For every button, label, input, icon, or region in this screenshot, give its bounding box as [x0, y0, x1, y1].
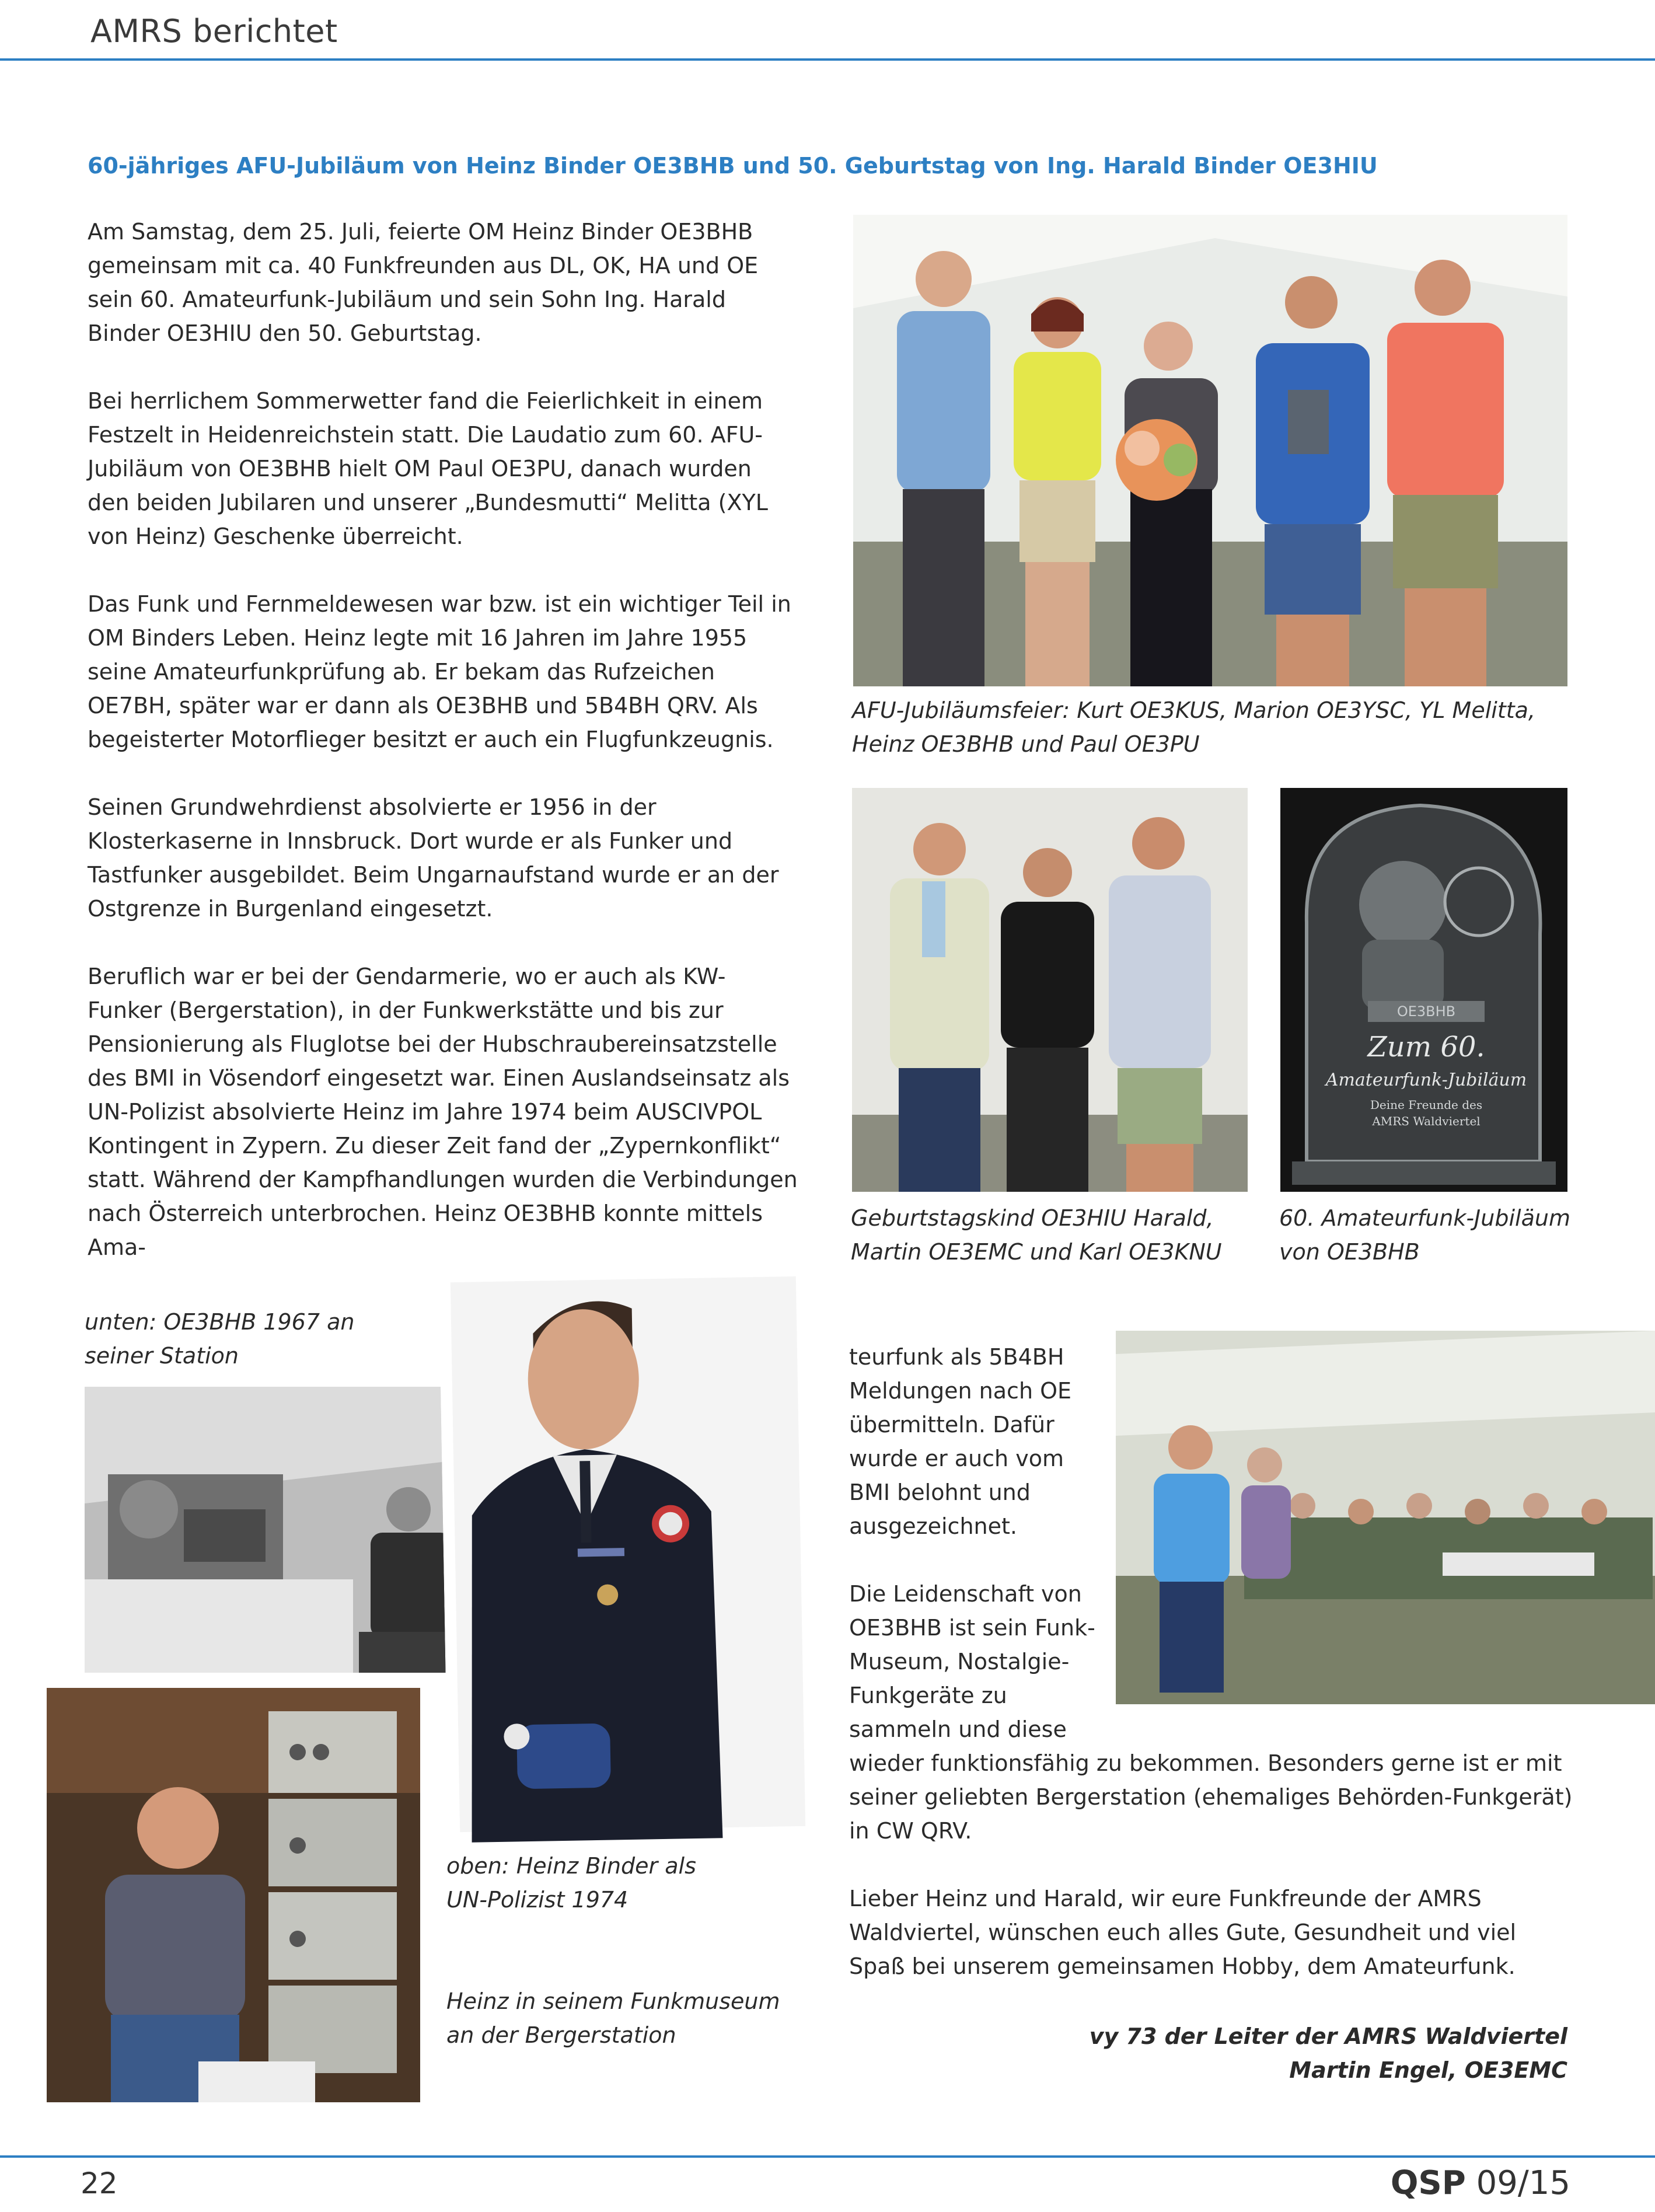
right-column-narrow-1: [849, 1340, 1106, 1746]
paragraph: Seinen Grundwehrdienst absolvierte er 1956 in der Klosterkaserne in Innsbruck. Dort wurde er als Funker und Tastfunker ausgebildet. Beim Ungarnaufstand wurde er an der Ostgrenze in Burgenland eingesetzt.: [88, 794, 779, 922]
birthday-photo: [852, 788, 1248, 1192]
section-header: AMRS berichtet: [90, 13, 338, 50]
un-police-photo: [438, 1265, 817, 1844]
trophy-plate-text: OE3BHB: [1396, 1003, 1456, 1020]
issue-number: 09/15: [1476, 2164, 1570, 2202]
museum-photo: [47, 1688, 420, 2102]
trophy-photo: [1280, 788, 1567, 1192]
magazine-issue: [1391, 2164, 1570, 2202]
page-number: 22: [81, 2166, 118, 2200]
paragraph: wieder funktionsfähig zu bekommen. Besonders gerne ist er mit seiner geliebten Bergerstation (ehemaliges Behörden-Funkgerät) in CW QRV.: [849, 1750, 1573, 1844]
station-1967-photo: [85, 1387, 487, 1673]
left-column: [88, 215, 799, 1264]
header-rule: [0, 58, 1655, 61]
trophy-line-2: Amateurfunk-Jubiläum: [1325, 1070, 1527, 1090]
paragraph: Die Leidenschaft von OE3BHB ist sein Funk-Museum, Nostalgie-Funkgeräte zu sammeln und diese: [849, 1581, 1095, 1742]
tent-photo: [1116, 1331, 1655, 1704]
caption-station-1967: unten: OE3BHB 1967 an seiner Station: [85, 1309, 355, 1369]
paragraph: Lieber Heinz und Harald, wir eure Funkfreunde der AMRS Waldviertel, wünschen euch alles Gute, Gesundheit und viel Spaß bei unserem gemeinsamen Hobby, dem Amateurfunk.: [849, 1886, 1517, 1979]
paragraph: Bei herrlichem Sommerwetter fand die Feierlichkeit in einem Festzelt in Heidenreichstein statt. Die Laudatio zum 60. AFU-Jubiläum von OE3BHB hielt OM Paul OE3PU, danach wurden den beiden Jubilaren und unserer „Bundesmutti“ Melitta (XYL von Heinz) Geschenke überreicht.: [88, 388, 768, 549]
paragraph: Am Samstag, dem 25. Juli, feierte OM Heinz Binder OE3BHB gemeinsam mit ca. 40 Funkfreunden aus DL, OK, HA und OE sein 60. Amateurfunk-Jubiläum und sein Sohn Ing. Harald Binder OE3HIU den 50. Geburtstag.: [88, 219, 759, 346]
signature: [852, 2019, 1567, 2087]
paragraph: Das Funk und Fernmeldewesen war bzw. ist ein wichtiger Teil in OM Binders Leben. Heinz legte mit 16 Jahren im Jahre 1955 seine Amateurfunkprüfung ab. Er bekam das Rufzeichen OE7BH, später war er dann als OE3BHB und 5B4BH QRV. Als begeisterter Motorflieger besitzt er auch ein Flugfunkzeugnis.: [88, 591, 791, 752]
caption-group-photo: AFU-Jubiläumsfeier: Kurt OE3KUS, Marion OE3YSC, YL Melitta, Heinz OE3BHB und Paul OE3PU: [852, 697, 1536, 757]
caption-un-police: oben: Heinz Binder als UN-Polizist 1974: [446, 1853, 696, 1913]
paragraph: teurfunk als 5B4BH Meldungen nach OE übermitteln. Dafür wurde er auch vom BMI belohnt und ausgezeichnet.: [849, 1344, 1072, 1539]
footer-rule: [0, 2155, 1655, 2158]
group-photo: [853, 215, 1567, 686]
signature-line-2: Martin Engel, OE3EMC: [1289, 2057, 1567, 2083]
caption-trophy-photo: 60. Amateurfunk-Jubiläum von OE3BHB: [1279, 1205, 1570, 1265]
trophy-line-4: AMRS Waldviertel: [1372, 1114, 1481, 1128]
caption-museum: Heinz in seinem Funkmuseum an der Bergerstation: [446, 1988, 780, 2048]
signature-line-1: vy 73 der Leiter der AMRS Waldviertel: [1089, 2023, 1567, 2049]
caption-birthday-photo: Geburtstagskind OE3HIU Harald, Martin OE3EMC und Karl OE3KNU: [851, 1205, 1222, 1265]
trophy-line-1: Zum 60.: [1367, 1031, 1485, 1063]
paragraph: Beruflich war er bei der Gendarmerie, wo er auch als KW-Funker (Bergerstation), in der Funkwerkstätte und bis zur Pensionierung als Fluglotse bei der Hubschraubereinsatzstelle des BMI in Vösendorf eingesetzt war. Einen Auslandseinsatz als UN-Polizist absolvierte Heinz im Jahre 1974 beim AUSCIVPOL Kontingent in Zypern. Zu dieser Zeit fand der „Zypernkonflikt“ statt. Während der Kampfhandlungen wurden die Verbindungen nach Österreich unterbrochen. Heinz OE3BHB konnte mittels Ama-: [88, 964, 798, 1260]
right-column-wide: [849, 1746, 1573, 1983]
trophy-line-3: Deine Freunde des: [1370, 1098, 1483, 1112]
magazine-name: QSP: [1390, 2164, 1466, 2202]
article-headline: 60-jähriges AFU-Jubiläum von Heinz Binder OE3BHB und 50. Geburtstag von Ing. Harald Binder OE3HIU: [88, 153, 1378, 179]
